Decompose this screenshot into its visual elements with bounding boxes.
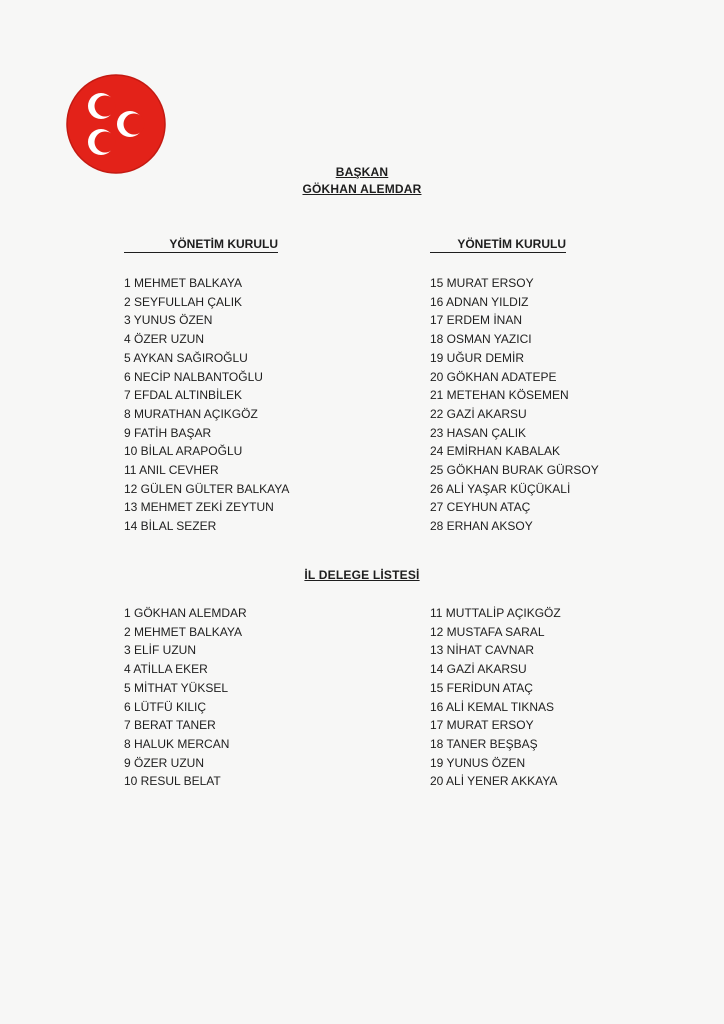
three-crescents-logo-icon	[64, 72, 168, 176]
list-item: 28 ERHAN AKSOY	[430, 519, 533, 534]
board-list-left	[124, 274, 289, 536]
list-item: 20 GÖKHAN ADATEPE	[430, 369, 557, 384]
list-item: 6 NECİP NALBANTOĞLU	[124, 369, 263, 384]
list-item: 12 GÜLEN GÜLTER BALKAYA	[124, 481, 290, 496]
list-item: 8 MURATHAN AÇIKGÖZ	[124, 406, 258, 421]
list-item: 22 GAZİ AKARSU	[430, 406, 527, 421]
list-item: 11 ANIL CEVHER	[124, 463, 219, 478]
delegate-list-right	[430, 604, 561, 791]
list-item: 9 FATİH BAŞAR	[124, 425, 212, 440]
board-left-title: YÖNETİM KURULU	[124, 237, 278, 253]
president-heading: BAŞKAN	[335, 165, 389, 179]
list-item: 7 EFDAL ALTINBİLEK	[124, 388, 243, 403]
list-item: 4 ÖZER UZUN	[124, 332, 205, 347]
delegate-list-title: İL DELEGE LİSTESİ	[304, 568, 420, 582]
list-item: 20 ALİ YENER AKKAYA	[430, 774, 558, 789]
list-item: 13 MEHMET ZEKİ ZEYTUN	[124, 500, 274, 515]
list-item: 13 NİHAT CAVNAR	[430, 643, 535, 658]
list-item: 16 ADNAN YILDIZ	[430, 294, 529, 309]
list-item: 14 BİLAL SEZER	[124, 519, 217, 534]
list-item: 9 ÖZER UZUN	[124, 755, 205, 770]
list-item: 15 MURAT ERSOY	[430, 276, 534, 290]
list-item: 15 FERİDUN ATAÇ	[430, 680, 533, 695]
list-item: 8 HALUK MERCAN	[124, 736, 230, 751]
list-item: 12 MUSTAFA SARAL	[430, 624, 545, 639]
list-item: 4 ATİLLA EKER	[124, 662, 208, 677]
list-item: 7 BERAT TANER	[124, 718, 216, 733]
board-list-right	[430, 274, 599, 536]
delegate-list-left	[124, 604, 247, 791]
list-item: 17 MURAT ERSOY	[430, 718, 534, 733]
list-item: 10 RESUL BELAT	[124, 774, 221, 789]
list-item: 17 ERDEM İNAN	[430, 313, 523, 328]
list-item: 2 SEYFULLAH ÇALIK	[124, 294, 243, 309]
list-item: 27 CEYHUN ATAÇ	[430, 500, 531, 515]
list-item: 3 YUNUS ÖZEN	[124, 313, 213, 328]
list-item: 18 OSMAN YAZICI	[430, 332, 532, 347]
list-item: 19 UĞUR DEMİR	[430, 350, 525, 365]
list-item: 14 GAZİ AKARSU	[430, 662, 527, 677]
president-name: GÖKHAN ALEMDAR	[302, 182, 422, 196]
list-item: 25 GÖKHAN BURAK GÜRSOY	[430, 463, 599, 478]
list-item: 6 LÜTFÜ KILIÇ	[124, 699, 207, 714]
list-item: 18 TANER BEŞBAŞ	[430, 736, 538, 751]
list-item: 11 MUTTALİP AÇIKGÖZ	[430, 606, 561, 620]
list-item: 1 GÖKHAN ALEMDAR	[124, 606, 247, 620]
list-item: 5 AYKAN SAĞIROĞLU	[124, 350, 248, 365]
list-item: 16 ALİ KEMAL TIKNAS	[430, 699, 555, 714]
list-item: 10 BİLAL ARAPOĞLU	[124, 444, 243, 459]
list-item: 19 YUNUS ÖZEN	[430, 755, 526, 770]
list-item: 24 EMİRHAN KABALAK	[430, 444, 561, 459]
list-item: 21 METEHAN KÖSEMEN	[430, 388, 569, 403]
board-right-title: YÖNETİM KURULU	[430, 237, 566, 253]
list-item: 5 MİTHAT YÜKSEL	[124, 680, 229, 695]
list-item: 2 MEHMET BALKAYA	[124, 624, 243, 639]
list-item: 26 ALİ YAŞAR KÜÇÜKALİ	[430, 481, 571, 496]
list-item: 1 MEHMET BALKAYA	[124, 276, 243, 290]
list-item: 3 ELİF UZUN	[124, 643, 197, 658]
list-item: 23 HASAN ÇALIK	[430, 425, 527, 440]
